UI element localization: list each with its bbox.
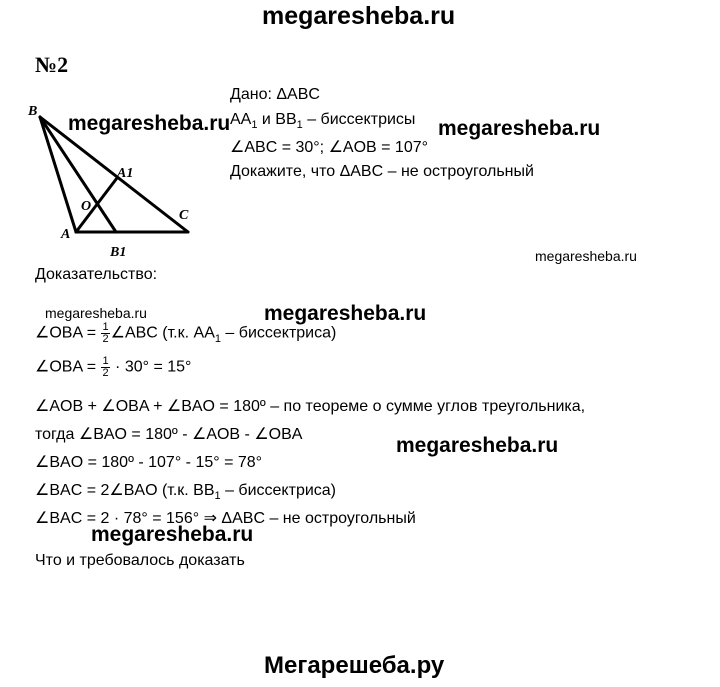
label-o: O <box>81 199 92 214</box>
label-a: A <box>61 227 71 242</box>
label-b1: B1 <box>110 245 127 260</box>
watermark: megaresheba.ru <box>91 523 254 546</box>
problem-number: №2 <box>35 52 69 77</box>
proof-line-5: ∠BAO = 180º - 107° - 15° = 78° <box>35 454 263 471</box>
proof-heading: Доказательство: <box>35 266 158 283</box>
watermark: megaresheba.ru <box>264 302 427 325</box>
proof-line-4: тогда ∠BAO = 180º - ∠AOB - ∠OBA <box>35 426 303 443</box>
given-angles: ∠ABC = 30°; ∠AOB = 107° <box>230 139 429 156</box>
site-title-watermark: megaresheba.ru <box>262 2 456 30</box>
proof-line-3: ∠AOB + ∠OBA + ∠BAO = 180º – по теореме о сумме углов треугольника, <box>35 398 586 415</box>
proof-line-6: ∠BAC = 2∠BAO (т.к. $BB_1$ – биссектриса) <box>35 482 336 503</box>
given-prove: Докажите, что ΔABC – не остроугольный <box>230 163 534 180</box>
watermark: megaresheba.ru <box>438 117 601 140</box>
given-title: Дано: ΔABC <box>230 86 320 103</box>
proof-line-2: ∠OBA = $\frac{1}{2}$ · 30° = 15° <box>35 355 192 379</box>
watermark: megaresheba.ru <box>396 434 559 457</box>
given-bisectors: $AA_1$ и $BB_1$ – биссектрисы <box>230 111 416 132</box>
proof-line-1: ∠OBA = $\frac{1}{2}$ ∠ABC (т.к. $AA_1$ – биссектриса) <box>35 321 337 345</box>
watermark: megaresheba.ru <box>45 305 147 321</box>
proof-line-7: ∠BAC = 2 · 78° = 156° ⇒ ΔABC – не остроугольный <box>35 510 416 527</box>
watermark: megaresheba.ru <box>68 112 231 135</box>
label-c: C <box>179 208 189 223</box>
label-a1: A1 <box>117 166 134 181</box>
proof-conclusion: Что и требовалось доказать <box>35 552 245 569</box>
footer-site-name: Мегарешеба.ру <box>264 652 445 679</box>
watermark: megaresheba.ru <box>535 248 637 264</box>
label-b: B <box>28 104 38 119</box>
